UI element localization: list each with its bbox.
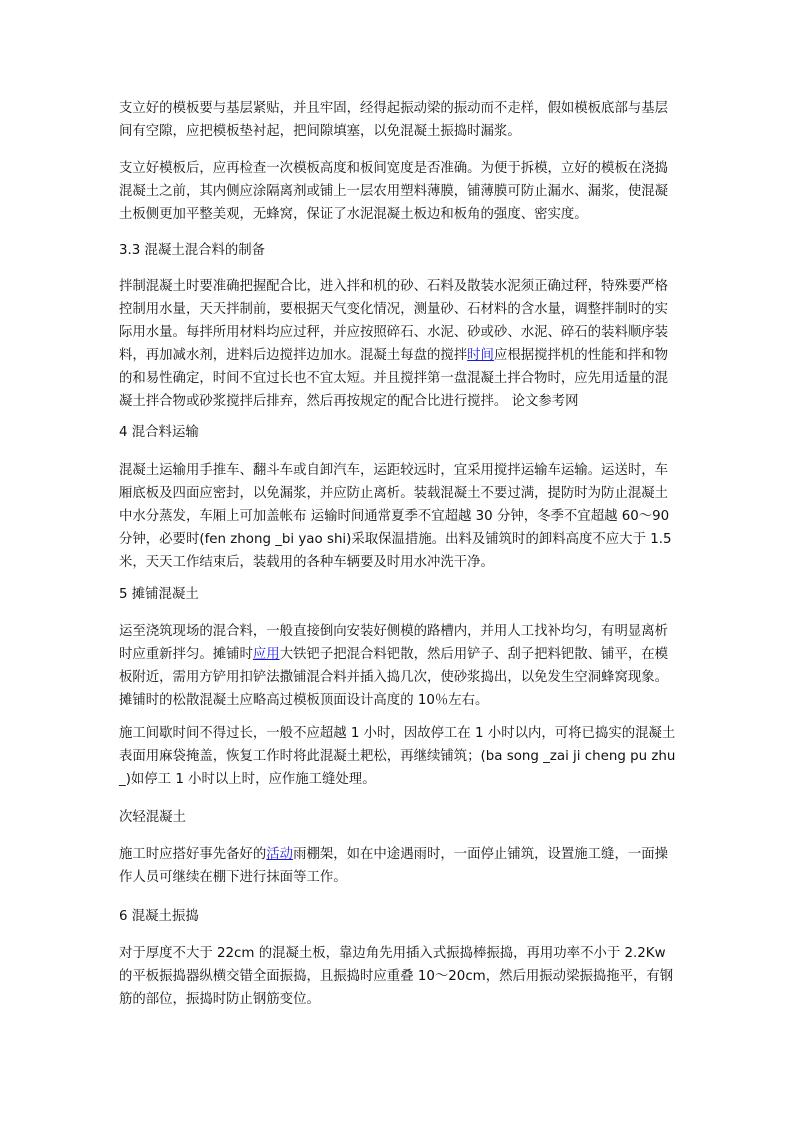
paragraph-formwork-fixing: 支立好的模板要与基层紧贴，并且牢固，经得起振动梁的振动而不走样，假如模板底部与基层间有空隙，应把模板垫衬起，把间隙填塞，以免混凝土振捣时漏浆。 bbox=[119, 101, 669, 139]
paragraph-text: 雨棚架，如在中途遇雨时，一面停止铺筑，设置施工缝，一面操作人员可继续在棚下进行抹面等工作。 bbox=[119, 847, 669, 885]
section-heading-5: 5 摊铺混凝土 bbox=[119, 587, 199, 602]
paragraph-rain-shelter bbox=[119, 843, 681, 889]
paragraph-text: 拌制混凝土时要准确把握配合比，进入拌和机的砂、石料及散装水泥须正确过秤，特殊要严格控制用水量，天天拌制前，要根据天气变化情况，测量砂、石材料的含水量，调整拌制时的实际用水量。每拌所用材料均应过秤，并应按照碎石、水泥、砂或砂、水泥、碎石的装料顺序装料，再加减水剂，进料后边搅拌边加水。混凝土每盘的搅拌 bbox=[119, 279, 669, 363]
paragraph-formwork-check: 支立好模板后，应再检查一次模板高度和板间宽度是否准确。为便于拆模，立好的模板在浇捣混凝土之前，其内侧应涂隔离剂或铺上一层农用塑料薄膜，铺薄膜可防止漏水、漏浆，使混凝土板侧更加平整美观，无蜂窝，保证了水泥混凝土板边和板角的强度、密实度。 bbox=[119, 161, 669, 222]
link-activity[interactable]: 活动 bbox=[266, 847, 294, 862]
section-heading-6: 6 混凝土振捣 bbox=[119, 909, 199, 924]
paragraph-vibration: 对于厚度不大于 22cm 的混凝土板，靠边角先用插入式振捣棒振捣，再用功率不小于 2.2Kw 的平板振捣器纵横交错全面振捣，且振捣时应重叠 10～20cm，然后用振动梁振捣拖平，有钢筋的部位，振捣时防止钢筋变位。 bbox=[119, 946, 674, 1007]
link-time[interactable]: 时间 bbox=[467, 348, 494, 363]
paragraph-text: 应根据搅拌机的性能和拌和物的和易性确定，时间不宜过长也不宜太短。并且搅拌第一盘混凝土拌合物时，应先用适量的混凝土拌合物或砂浆搅拌后排弃，然后再按规定的配合比进行搅拌。 论文参考网 bbox=[119, 348, 669, 409]
paragraph-paving bbox=[119, 620, 681, 712]
section-heading-4: 4 混合料运输 bbox=[119, 425, 199, 440]
paragraph-text: 施工时应搭好事先备好的 bbox=[119, 847, 267, 862]
section-heading-lightweight: 次轻混凝土 bbox=[119, 810, 186, 825]
paragraph-text: 运至浇筑现场的混合料，一般直接倒向安装好侧模的路槽内，并用人工找补均匀，有明显离析时应重新拌匀。摊铺时 bbox=[119, 624, 669, 662]
paragraph-concrete-mixing bbox=[119, 275, 681, 413]
paragraph-transport: 混凝土运输用手推车、翻斗车或自卸汽车，运距较远时，宜采用搅拌运输车运输。运送时，车厢底板及四面应密封，以免漏浆，并应防止离析。装载混凝土不要过满，提防时为防止混凝土中水分蒸发，车厢上可加盖帐布 运输时间通常夏季不宜超越 30 分钟，冬季不宜超越 60～90 分钟，必要时(fen zhong _bi yao shi)采取保温措施。出料及铺筑时的卸料高度不应大于 1.5 米，天天工作结束后，装载用的各种车辆要及时用水冲洗干净。 bbox=[119, 463, 672, 570]
section-heading-3-3: 3.3 混凝土混合料的制备 bbox=[119, 243, 266, 258]
link-apply[interactable]: 应用 bbox=[252, 647, 280, 662]
paragraph-text: 大铁钯子把混合料钯散，然后用铲子、刮子把料钯散、铺平，在模板附近，需用方铲用扣铲法撒铺混合料并插入捣几次，使砂浆捣出，以免发生空洞蜂窝现象。摊铺时的松散混凝土应略高过模板顶面设计高度的 10％左右。 bbox=[119, 647, 669, 708]
paragraph-interruption: 施工间歇时间不得过长，一般不应超越 1 小时，因故停工在 1 小时以内，可将已捣实的混凝土表面用麻袋掩盖，恢复工作时将此混凝土耙松，再继续铺筑；(ba song _zai ji cheng pu zhu _)如停工 1 小时以上时，应作施工缝处理。 bbox=[119, 726, 676, 787]
